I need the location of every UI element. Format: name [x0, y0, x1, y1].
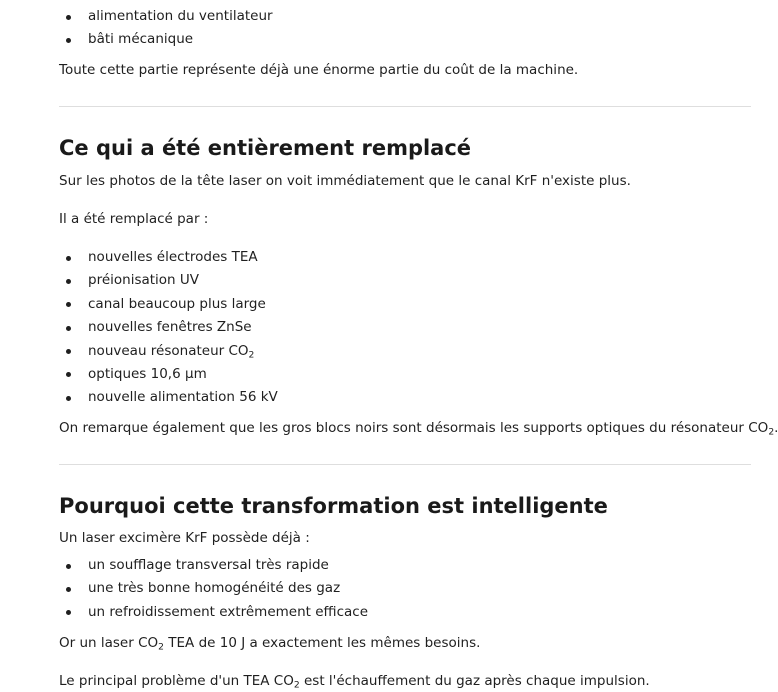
list-item: alimentation du ventilateur	[59, 5, 273, 28]
section-divider	[59, 464, 751, 465]
top-list	[59, 5, 273, 52]
list-item: nouvelles électrodes TEA	[59, 246, 278, 269]
paragraph: Le principal problème d'un TEA $CO_2$ est l'échauffement du gaz après chaque impulsion.	[59, 673, 650, 691]
paragraph: On remarque également que les gros blocs noirs sont désormais les supports optiques du résonateur $CO_2$	[59, 420, 775, 438]
list-item: nouveau résonateur $CO_2$	[59, 340, 278, 363]
list-item: nouvelles fenêtres ZnSe	[59, 316, 278, 339]
advantages-list	[59, 554, 368, 624]
list-item: un soufflage transversal très rapide	[59, 554, 368, 577]
paragraph: Toute cette partie représente déjà une énorme partie du coût de la machine.	[59, 62, 579, 78]
paragraph: Sur les photos de la tête laser on voit immédiatement que le canal KrF n'existe plus.	[59, 173, 631, 189]
list-item: préionisation UV	[59, 269, 278, 292]
list-item: un refroidissement extrêmement efficace	[59, 601, 368, 624]
replacement-list	[59, 246, 278, 410]
list-item: bâti mécanique	[59, 28, 273, 51]
paragraph: Or un laser $CO_2$ TEA de 10 J a exactement les mêmes besoins.	[59, 635, 481, 653]
paragraph: Il a été remplacé par :	[59, 211, 209, 227]
paragraph: Un laser excimère KrF possède déjà :	[59, 530, 310, 546]
list-item: une très bonne homogénéité des gaz	[59, 577, 368, 600]
section-heading: Ce qui a été entièrement remplacé	[59, 136, 472, 160]
section-divider	[59, 106, 751, 107]
list-item: canal beaucoup plus large	[59, 293, 278, 316]
list-item: nouvelle alimentation 56 kV	[59, 386, 278, 409]
list-item: optiques 10,6 µm	[59, 363, 278, 386]
section-heading: Pourquoi cette transformation est intelligente	[59, 494, 608, 518]
